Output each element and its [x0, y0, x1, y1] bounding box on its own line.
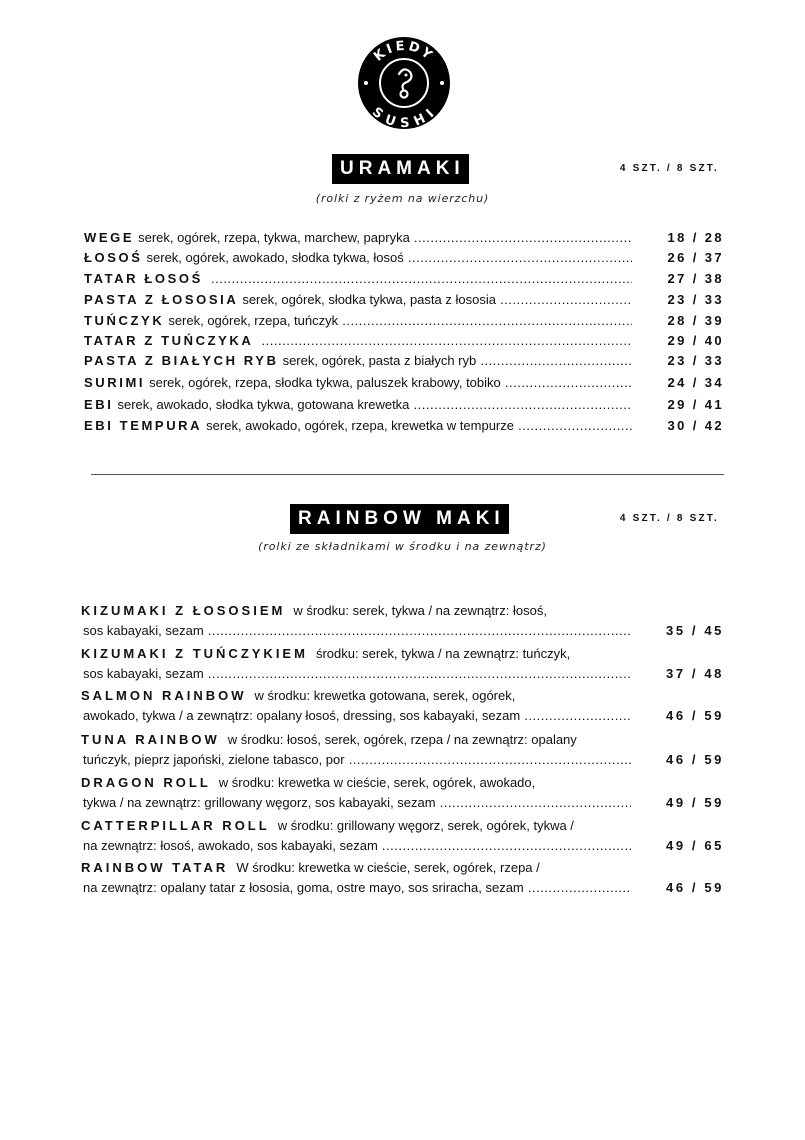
uramaki-title: URAMAKI — [332, 154, 469, 184]
rainbow-sizes: 4 SZT. / 8 SZT. — [619, 513, 719, 524]
item-desc: serek, ogórek, awokado, słodka tykwa, łosoś — [146, 250, 404, 265]
menu-item — [84, 417, 724, 435]
item-name: TUŃCZYK — [84, 313, 165, 328]
item-price: 49 / 59 — [666, 795, 724, 810]
uramaki-subtitle: (rolki z ryżem na wierzchu) — [315, 192, 490, 205]
item-price: 29 / 40 — [667, 333, 724, 348]
menu-item — [81, 686, 724, 726]
item-desc: serek, awokado, ogórek, rzepa, krewetka w tempurze — [206, 418, 514, 433]
item-desc: serek, ogórek, rzepa, słodka tykwa, paluszek krabowy, tobiko — [149, 375, 501, 390]
item-price: 23 / 33 — [667, 353, 724, 368]
menu-item — [84, 249, 724, 267]
menu-item — [81, 816, 724, 856]
menu-item — [84, 291, 724, 309]
item-name: KIZUMAKI Z TUŃCZYKIEM — [81, 646, 308, 661]
item-price: 26 / 37 — [667, 250, 724, 265]
item-desc-line1: środku: serek, tykwa / na zewnątrz: tuńczyk, — [315, 646, 571, 661]
item-price: 27 / 38 — [667, 271, 724, 286]
item-name: WEGE — [84, 230, 135, 245]
item-desc-line2: tykwa / na zewnątrz: grillowany węgorz, sos kabayaki, sezam ..... — [83, 793, 631, 813]
menu-item — [84, 352, 724, 370]
item-desc-line2: sos kabayaki, sezam ..... — [83, 621, 631, 641]
item-desc: serek, ogórek, rzepa, tykwa, marchew, papryka — [138, 230, 410, 245]
item-desc-line1: w środku: krewetka w cieście, serek, ogórek, awokado, — [218, 775, 536, 790]
menu-item — [84, 270, 724, 288]
item-name: TUNA RAINBOW — [81, 732, 220, 747]
item-desc-line2: na zewnątrz: opalany tatar z łososia, goma, ostre mayo, sos sriracha, sezam ..... — [83, 878, 631, 898]
menu-item — [81, 773, 724, 813]
logo-badge — [357, 36, 451, 130]
rainbow-header — [0, 504, 805, 534]
item-desc-line2: sos kabayaki, sezam ..... — [83, 664, 631, 684]
uramaki-sizes: 4 SZT. / 8 SZT. — [619, 163, 719, 174]
item-name: EBI TEMPURA — [84, 418, 203, 433]
item-desc-line1: w środku: krewetka gotowana, serek, ogórek, — [254, 688, 516, 703]
item-price: 46 / 59 — [666, 752, 724, 767]
item-price: 24 / 34 — [667, 375, 724, 390]
item-name: PASTA Z BIAŁYCH RYB — [84, 353, 279, 368]
item-price: 30 / 42 — [667, 418, 724, 433]
item-desc: serek, ogórek, rzepa, tuńczyk — [168, 313, 339, 328]
item-name: TATAR ŁOSOŚ — [84, 271, 203, 286]
uramaki-header — [0, 154, 805, 184]
menu-item — [81, 858, 724, 898]
rainbow-title: RAINBOW MAKI — [290, 504, 509, 534]
menu-item — [81, 601, 724, 641]
kiedy-sushi-logo — [357, 36, 451, 130]
item-price: 46 / 59 — [666, 880, 724, 895]
item-name: SALMON RAINBOW — [81, 688, 247, 703]
menu-item — [81, 644, 724, 684]
item-name: KIZUMAKI Z ŁOSOSIEM — [81, 603, 286, 618]
item-name: DRAGON ROLL — [81, 775, 211, 790]
menu-item — [84, 396, 724, 414]
menu-item — [84, 229, 724, 247]
item-name: EBI — [84, 397, 114, 412]
item-name: ŁOSOŚ — [84, 250, 143, 265]
item-name: RAINBOW TATAR — [81, 860, 229, 875]
item-name: SURIMI — [84, 375, 146, 390]
item-desc-line2: awokado, tykwa / a zewnątrz: opalany łosoś, dressing, sos kabayaki, sezam ..... — [83, 706, 631, 726]
item-desc: serek, awokado, słodka tykwa, gotowana krewetka — [117, 397, 410, 412]
item-name: TATAR Z TUŃCZYKA — [84, 333, 254, 348]
item-price: 37 / 48 — [666, 666, 724, 681]
item-price: 29 / 41 — [667, 397, 724, 412]
item-desc: serek, ogórek, słodka tykwa, pasta z łososia — [242, 292, 496, 307]
item-desc-line2: tuńczyk, pieprz japoński, zielone tabasco, por ..... — [83, 750, 631, 770]
item-price: 49 / 65 — [666, 838, 724, 853]
logo-bottom-text: SUSHI — [369, 104, 440, 130]
item-price: 23 / 33 — [667, 292, 724, 307]
item-price: 18 / 28 — [667, 230, 724, 245]
item-name: PASTA Z ŁOSOSIA — [84, 292, 239, 307]
item-desc: serek, ogórek, pasta z białych ryb — [282, 353, 477, 368]
item-desc-line2: na zewnątrz: łosoś, awokado, sos kabayaki, sezam ..... — [83, 836, 631, 856]
logo-top-text: KIEDY — [371, 38, 437, 65]
item-desc-line1: w środku: serek, tykwa / na zewnątrz: łosoś, — [293, 603, 547, 618]
menu-item — [84, 312, 724, 330]
item-desc-line1: W środku: krewetka w cieście, serek, ogórek, rzepa / — [236, 860, 540, 875]
item-price: 28 / 39 — [667, 313, 724, 328]
item-desc-line1: w środku: łosoś, serek, ogórek, rzepa / na zewnątrz: opalany — [227, 732, 577, 747]
item-price: 35 / 45 — [666, 623, 724, 638]
menu-item — [81, 730, 724, 770]
item-desc-line1: w środku: grillowany węgorz, serek, ogórek, tykwa / — [277, 818, 574, 833]
section-divider — [91, 474, 724, 475]
item-name: CATTERPILLAR ROLL — [81, 818, 270, 833]
item-price: 46 / 59 — [666, 708, 724, 723]
rainbow-subtitle: (rolki ze składnikami w środku i na zewnątrz) — [258, 540, 547, 553]
menu-item — [84, 332, 724, 350]
menu-item — [84, 374, 724, 392]
